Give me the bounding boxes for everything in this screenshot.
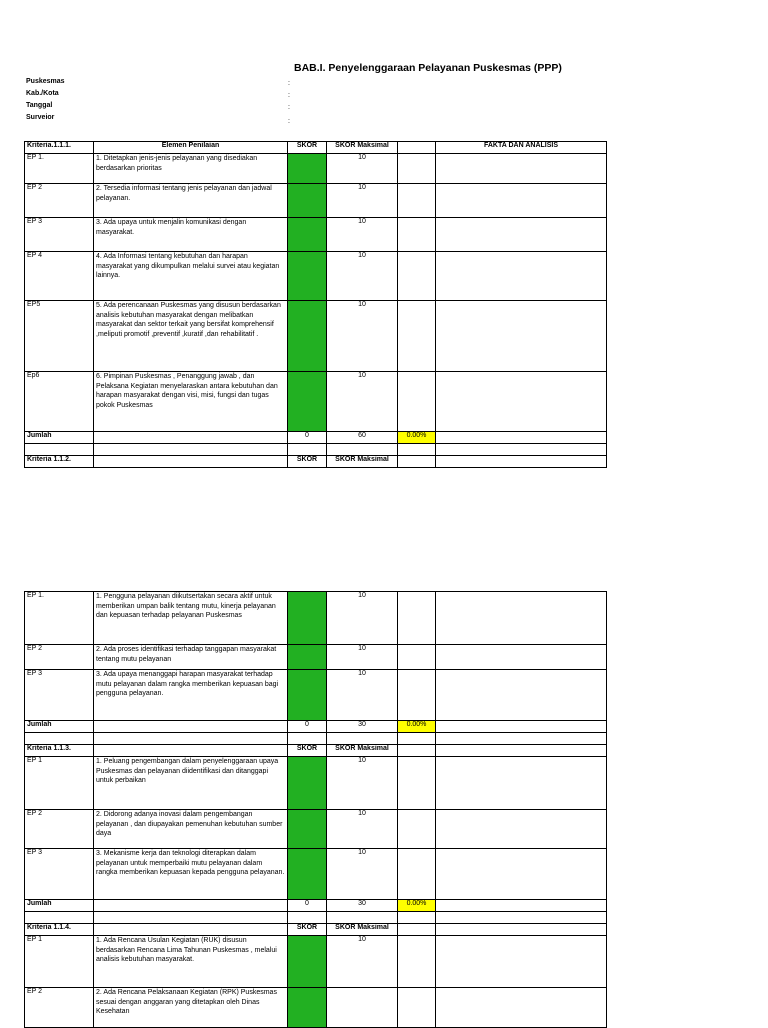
jumlah-row (25, 432, 607, 444)
table-header-row (25, 924, 607, 936)
elemen-text: 5. Ada perencanaan Puskesmas yang disusun berdasarkan analisis kebutuhan masyarakat dengan melibatkan masyarakat dan sektor terkait yang bersifat komprehensif ,meliputi promotif ,preventif ,kuratif ,dan rehabilitatif . (94, 301, 288, 372)
fakta-cell[interactable] (436, 988, 607, 1028)
criteria-label: Kriteria.1.1.1. (25, 142, 94, 154)
elemen-text: 2. Didorong adanya inovasi dalam pengembangan pelayanan , dan diupayakan pemenuhan kebutuhan sumber daya (94, 810, 288, 849)
table-row (25, 218, 607, 252)
meta-tanggal-label: Tanggal (26, 102, 53, 109)
fakta-cell[interactable] (436, 154, 607, 184)
blank-cell (436, 745, 607, 757)
spacer-row (25, 912, 607, 924)
table-row (25, 184, 607, 218)
blank-cell[interactable] (398, 372, 436, 432)
ep-label: EP 1 (25, 757, 94, 810)
meta-puskesmas-label: Puskesmas (26, 78, 65, 85)
spacer-row (25, 733, 607, 745)
table-row (25, 592, 607, 645)
blank-cell[interactable] (398, 252, 436, 301)
criteria-1-1-2-table (24, 591, 607, 1028)
table-row (25, 645, 607, 670)
table-row (25, 757, 607, 810)
score-input-cell[interactable] (288, 645, 327, 670)
fakta-cell[interactable] (436, 301, 607, 372)
max-score: 10 (327, 301, 398, 372)
blank-cell (436, 924, 607, 936)
spacer-row (25, 444, 607, 456)
skor-max-header: SKOR Maksimal (327, 924, 398, 936)
elemen-text: 3. Mekanisme kerja dan teknologi diterapkan dalam pelayanan untuk memperbaiki mutu pelayanan dalam rangka memberikan kepuasan kepada pengguna pelayanan. (94, 849, 288, 900)
criteria-label: Kriteria 1.1.2. (25, 456, 94, 468)
blank-cell (94, 745, 288, 757)
jumlah-percentage: 0.00% (398, 721, 436, 733)
jumlah-row (25, 900, 607, 912)
ep-label: EP 2 (25, 184, 94, 218)
blank-cell (94, 924, 288, 936)
elemen-text: 2. Tersedia informasi tentang jenis pelayanan dan jadwal pelayanan. (94, 184, 288, 218)
ep-label: EP 3 (25, 849, 94, 900)
score-input-cell[interactable] (288, 154, 327, 184)
table-row (25, 988, 607, 1028)
blank-cell[interactable] (398, 988, 436, 1028)
fakta-cell[interactable] (436, 849, 607, 900)
score-input-cell[interactable] (288, 757, 327, 810)
skor-header: SKOR (288, 142, 327, 154)
jumlah-skor: 0 (288, 900, 327, 912)
elemen-text: 1. Ada Rencana Usulan Kegiatan (RUK) disusun berdasarkan Rencana Lima Tahunan Puskesmas , melalui analisis kebutuhan masyarakat. (94, 936, 288, 988)
score-input-cell[interactable] (288, 810, 327, 849)
max-score: 10 (327, 849, 398, 900)
blank-cell[interactable] (398, 645, 436, 670)
fakta-cell[interactable] (436, 184, 607, 218)
jumlah-percentage: 0.00% (398, 900, 436, 912)
page-title: BAB.I. Penyelenggaraan Pelayanan Puskesmas (PPP) (294, 62, 562, 74)
blank-cell[interactable] (398, 810, 436, 849)
jumlah-skor: 0 (288, 721, 327, 733)
max-score: 10 (327, 645, 398, 670)
fakta-cell[interactable] (436, 810, 607, 849)
blank-cell (436, 432, 607, 444)
table-row (25, 154, 607, 184)
table-row (25, 810, 607, 849)
ep-label: EP 1. (25, 592, 94, 645)
max-score: 10 (327, 252, 398, 301)
blank-cell[interactable] (398, 184, 436, 218)
skor-header: SKOR (288, 745, 327, 757)
blank-cell (94, 900, 288, 912)
skor-max-header: SKOR Maksimal (327, 456, 398, 468)
ep-label: EP 3 (25, 218, 94, 252)
blank-cell (436, 900, 607, 912)
fakta-cell[interactable] (436, 252, 607, 301)
jumlah-skor: 0 (288, 432, 327, 444)
blank-cell[interactable] (398, 154, 436, 184)
jumlah-max: 60 (327, 432, 398, 444)
max-score: 10 (327, 372, 398, 432)
blank-cell[interactable] (398, 218, 436, 252)
fakta-cell[interactable] (436, 670, 607, 721)
ep-label: Ep6 (25, 372, 94, 432)
fakta-cell[interactable] (436, 218, 607, 252)
table-header-row (25, 456, 607, 468)
blank-cell[interactable] (398, 301, 436, 372)
max-score: 10 (327, 670, 398, 721)
blank-cell[interactable] (398, 757, 436, 810)
elemen-text: 1. Ditetapkan jenis-jenis pelayanan yang disediakan berdasarkan prioritas (94, 154, 288, 184)
score-input-cell[interactable] (288, 301, 327, 372)
score-input-cell[interactable] (288, 849, 327, 900)
meta-colon: : (288, 92, 290, 99)
elemen-text: 1. Peluang pengembangan dalam penyelenggaraan upaya Puskesmas dan pelayanan diidentifikasi dan ditanggapi untuk perbaikan (94, 757, 288, 810)
jumlah-label: Jumlah (25, 721, 94, 733)
meta-surveior-label: Surveior (26, 114, 55, 121)
fakta-cell[interactable] (436, 592, 607, 645)
meta-kabkota-label: Kab./Kota (26, 90, 59, 97)
score-input-cell[interactable] (288, 988, 327, 1028)
max-score (327, 988, 398, 1028)
elemen-text: 2. Ada Rencana Pelaksanaan Kegiatan (RPK) Puskesmas sesuai dengan anggaran yang ditetapkan oleh Dinas Kesehatan (94, 988, 288, 1028)
criteria-label: Kriteria 1.1.4. (25, 924, 94, 936)
jumlah-row (25, 721, 607, 733)
elemen-text: 4. Ada Informasi tentang kebutuhan dan harapan masyarakat yang dikumpulkan melalui survei atau kegiatan lainnya. (94, 252, 288, 301)
blank-cell (398, 924, 436, 936)
blank-cell (94, 432, 288, 444)
jumlah-label: Jumlah (25, 900, 94, 912)
fakta-cell[interactable] (436, 757, 607, 810)
max-score: 10 (327, 757, 398, 810)
ep-label: EP 4 (25, 252, 94, 301)
ep-label: EP 2 (25, 988, 94, 1028)
ep-label: EP 2 (25, 645, 94, 670)
fakta-cell[interactable] (436, 936, 607, 988)
meta-colon: : (288, 118, 290, 125)
ep-label: EP 1. (25, 154, 94, 184)
skor-header: SKOR (288, 456, 327, 468)
blank-cell (398, 456, 436, 468)
table-row (25, 252, 607, 301)
elemen-text: 2. Ada proses identifikasi terhadap tanggapan masyarakat tentang mutu pelayanan (94, 645, 288, 670)
score-input-cell[interactable] (288, 372, 327, 432)
jumlah-max: 30 (327, 900, 398, 912)
score-input-cell[interactable] (288, 936, 327, 988)
max-score: 10 (327, 936, 398, 988)
meta-colon: : (288, 80, 290, 87)
jumlah-max: 30 (327, 721, 398, 733)
table-header-row (25, 142, 607, 154)
elemen-text: 6. Pimpinan Puskesmas , Penanggung jawab , dan Pelaksana Kegiatan menyelaraskan antara kebutuhan dan harapan masyarakat dengan visi, misi, fungsi dan tugas pokok Puskesmas (94, 372, 288, 432)
blank-cell (436, 721, 607, 733)
blank-cell (94, 721, 288, 733)
blank-cell[interactable] (398, 849, 436, 900)
jumlah-label: Jumlah (25, 432, 94, 444)
blank-cell[interactable] (398, 670, 436, 721)
skor-max-header: SKOR Maksimal (327, 142, 398, 154)
blank-cell (94, 456, 288, 468)
max-score: 10 (327, 184, 398, 218)
blank-cell[interactable] (398, 936, 436, 988)
criteria-label: Kriteria 1.1.3. (25, 745, 94, 757)
score-input-cell[interactable] (288, 252, 327, 301)
criteria-1-1-1-table (24, 141, 607, 468)
score-input-cell[interactable] (288, 592, 327, 645)
table-row (25, 301, 607, 372)
max-score: 10 (327, 218, 398, 252)
table-row (25, 936, 607, 988)
ep-label: EP 2 (25, 810, 94, 849)
elemen-text: 3. Ada upaya menanggapi harapan masyarakat terhadap mutu pelayanan dalam rangka memberikan kepuasan bagi pengguna pelayanan. (94, 670, 288, 721)
blank-cell[interactable] (398, 592, 436, 645)
table-header-row (25, 745, 607, 757)
elemen-text: 3. Ada upaya untuk menjalin komunikasi dengan masyarakat. (94, 218, 288, 252)
score-input-cell[interactable] (288, 218, 327, 252)
ep-label: EP 1 (25, 936, 94, 988)
fakta-cell[interactable] (436, 645, 607, 670)
score-input-cell[interactable] (288, 184, 327, 218)
ep-label: EP 3 (25, 670, 94, 721)
meta-colon: : (288, 104, 290, 111)
score-input-cell[interactable] (288, 670, 327, 721)
max-score: 10 (327, 592, 398, 645)
fakta-header: FAKTA DAN ANALISIS (436, 142, 607, 154)
blank-cell (436, 456, 607, 468)
blank-cell (398, 745, 436, 757)
table-row (25, 670, 607, 721)
max-score: 10 (327, 810, 398, 849)
fakta-cell[interactable] (436, 372, 607, 432)
blank-cell (398, 142, 436, 154)
max-score: 10 (327, 154, 398, 184)
elemen-text: 1. Pengguna pelayanan diikutsertakan secara aktif untuk memberikan umpan balik tentang mutu, kinerja pelayanan dan kepuasan terhadap pelayanan Puskesmas (94, 592, 288, 645)
table-row (25, 372, 607, 432)
jumlah-percentage: 0.00% (398, 432, 436, 444)
ep-label: EP5 (25, 301, 94, 372)
skor-header: SKOR (288, 924, 327, 936)
elemen-header: Elemen Penilaian (94, 142, 288, 154)
table-row (25, 849, 607, 900)
skor-max-header: SKOR Maksimal (327, 745, 398, 757)
